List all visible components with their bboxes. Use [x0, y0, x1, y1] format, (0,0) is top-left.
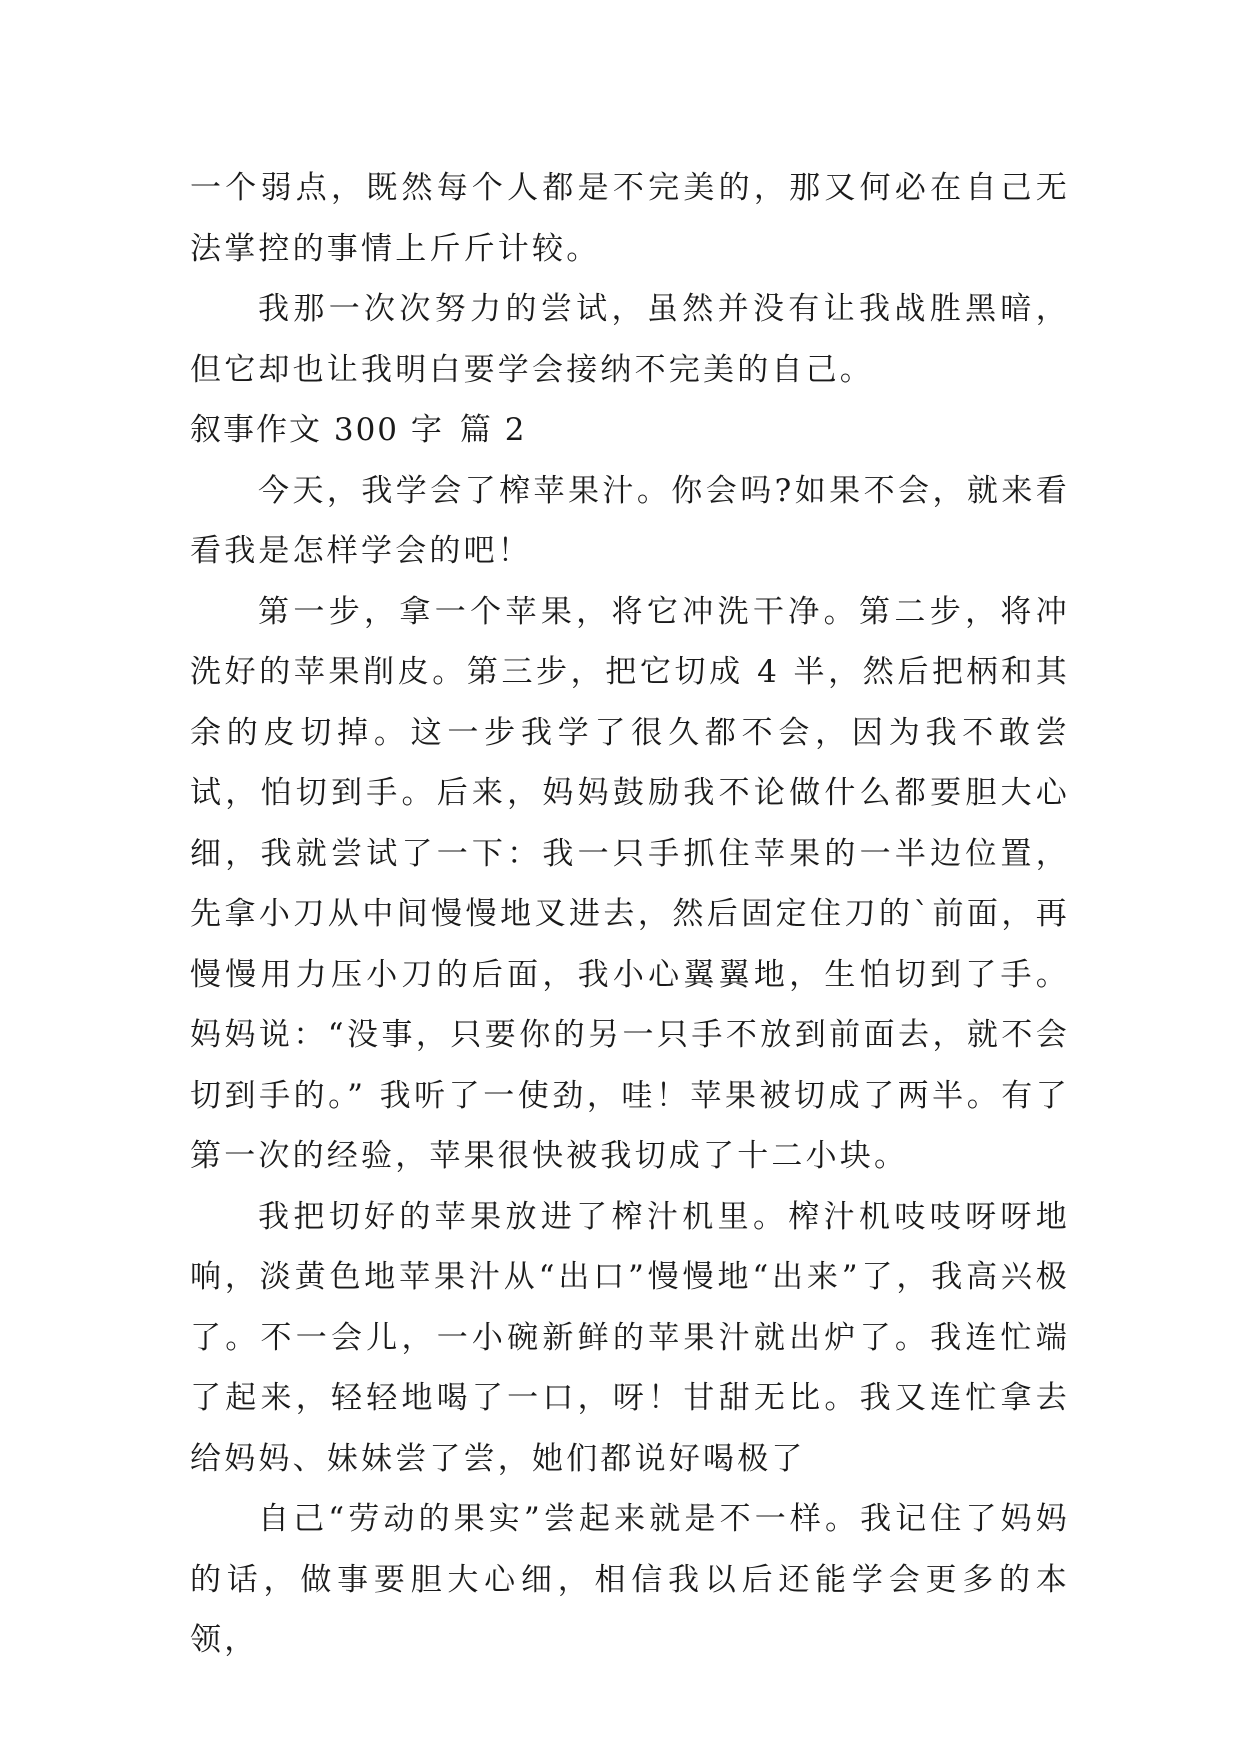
paragraph-3: 今天，我学会了榨苹果汁。你会吗?如果不会，就来看看我是怎样学会的吧！ [190, 472, 1070, 569]
paragraph-2: 我那一次次努力的尝试，虽然并没有让我战胜黑暗，但它却也让我明白要学会接纳不完美的自己。 [190, 291, 1070, 388]
paragraph-4: 第一步，拿一个苹果，将它冲洗干净。第二步，将冲洗好的苹果削皮。第三步，把它切成 4 半，然后把柄和其余的皮切掉。这一步我学了很久都不会，因为我不敢尝试，怕切到手。后来，妈妈鼓励我不论做什么都要胆大心细，我就尝试了一下：我一只手抓住苹果的一半边位置，先拿小刀从中间慢慢地叉进去，然后固定住刀的`前面，再慢慢用力压小刀的后面，我小心翼翼地，生怕切到了手。妈妈说：“没事，只要你的另一只手不放到前面去，就不会切到手的。” 我听了一使劲，哇！苹果被切成了两半。有了第一次的经验，苹果很快被我切成了十二小块。 [190, 593, 1070, 1174]
section-heading-part: 篇 2 [459, 412, 527, 448]
paragraph-6: 自己“劳动的果实”尝起来就是不一样。我记住了妈妈的话，做事要胆大心细，相信我以后还能学会更多的本领， [190, 1501, 1070, 1658]
paragraph-5: 我把切好的苹果放进了榨汁机里。榨汁机吱吱呀呀地响，淡黄色地苹果汁从“出口”慢慢地“出来”了，我高兴极了。不一会儿，一小碗新鲜的苹果汁就出炉了。我连忙端了起来，轻轻地喝了一口，呀！甘甜无比。我又连忙拿去给妈妈、妹妹尝了尝，她们都说好喝极了 [190, 1198, 1070, 1477]
paragraph-1: 一个弱点，既然每个人都是不完美的，那又何必在自己无法掌控的事情上斤斤计较。 [190, 170, 1070, 267]
document-body [190, 158, 1070, 1671]
section-heading-title: 叙事作文 300 字 [190, 412, 444, 448]
section-heading [190, 400, 1070, 461]
